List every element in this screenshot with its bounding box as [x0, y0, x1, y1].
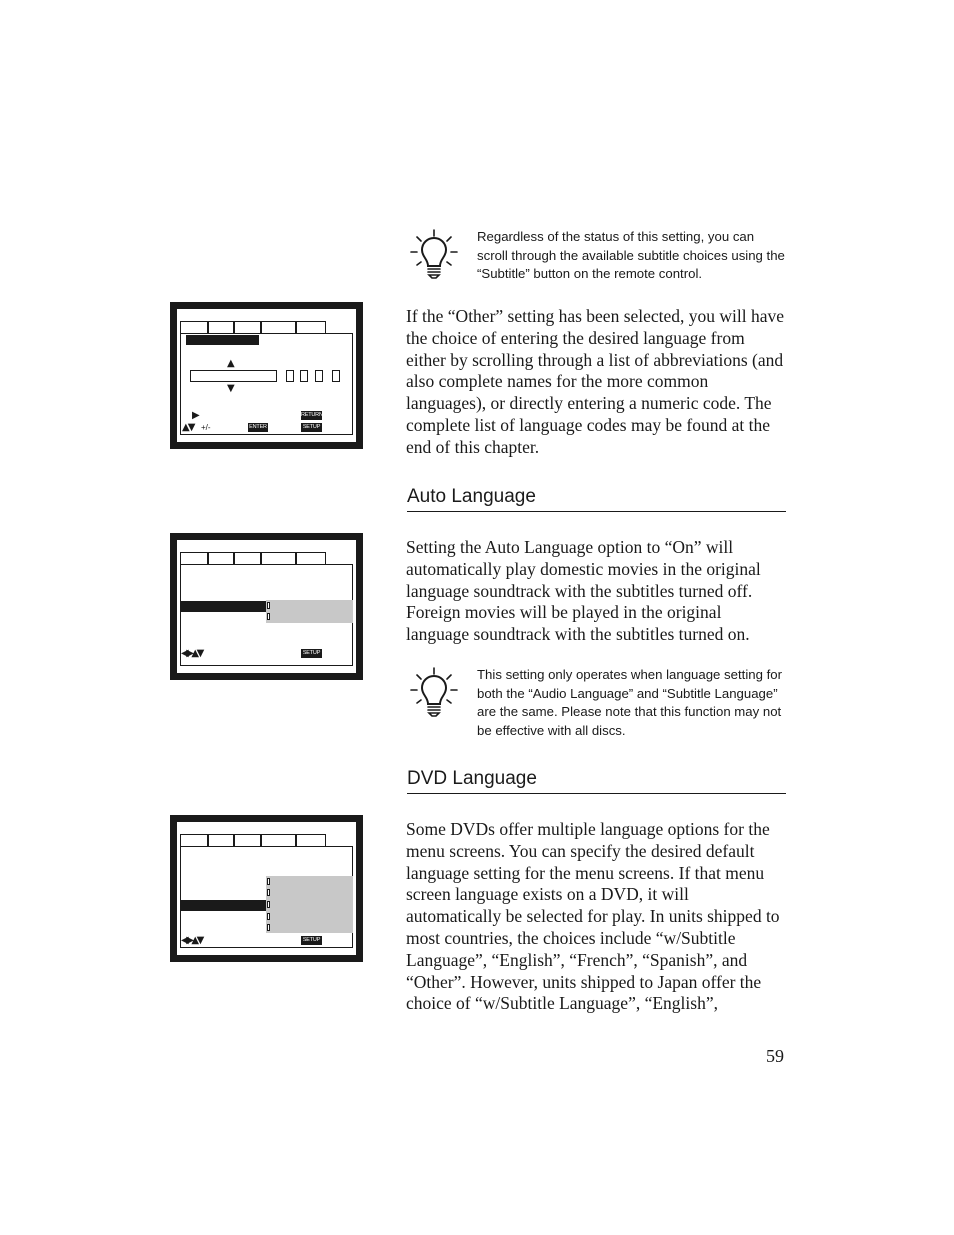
lightbulb-icon	[408, 228, 460, 280]
option-marker	[267, 613, 270, 620]
osd-code-entry-screen	[170, 302, 363, 449]
language-name-field	[190, 370, 277, 382]
return-key-label: RETURN	[301, 412, 323, 418]
code-digit-box	[315, 370, 323, 382]
setup-key-label: SETUP	[302, 424, 321, 430]
code-digit-box	[286, 370, 294, 382]
selected-setting-bar	[186, 335, 259, 345]
setup-key-label: SETUP	[302, 937, 321, 943]
menu-tab	[296, 321, 326, 333]
menu-tab	[180, 552, 208, 564]
navigation-arrows-icon: ◀▶▲▼	[181, 935, 202, 946]
up-down-arrow-icon: ▲▼	[182, 422, 194, 433]
option-marker	[267, 889, 270, 896]
code-digit-box	[300, 370, 308, 382]
option-marker	[267, 913, 270, 920]
enter-key-label: ENTER	[249, 424, 267, 430]
dvd-language-heading: DVD Language	[407, 766, 786, 794]
menu-tab	[208, 834, 234, 846]
right-arrow-icon: ▶	[192, 410, 200, 421]
navigation-arrows-icon: ◀▶▲▼	[181, 648, 202, 659]
up-arrow-icon: ▲	[227, 358, 235, 369]
other-setting-paragraph: If the “Other” setting has been selected, you will have the choice of entering the desired language from either by scrolling through a list of abbreviations (and also complete names for the more common languages), or directly entering a numeric code. The complete list of language codes may be found at the end of this chapter.	[406, 306, 785, 457]
menu-tab	[234, 552, 261, 564]
osd-dvd-language-screen	[170, 815, 363, 962]
options-list	[266, 876, 353, 933]
auto-language-heading: Auto Language	[407, 484, 786, 512]
menu-tab	[296, 552, 326, 564]
menu-tab	[208, 552, 234, 564]
auto-language-paragraph: Setting the Auto Language option to “On” will automatically play domestic movies in the original language soundtrack with the subtitles turned off. Foreign movies will be played in the original language soundtrack with the subtitles turned on.	[406, 537, 761, 645]
menu-tab	[234, 834, 261, 846]
menu-tab	[180, 834, 208, 846]
option-marker	[267, 878, 270, 885]
down-arrow-icon: ▼	[227, 383, 235, 394]
option-marker	[267, 924, 270, 931]
osd-auto-language-screen	[170, 533, 363, 680]
code-digit-box	[332, 370, 340, 382]
menu-tab	[296, 834, 326, 846]
menu-tab	[208, 321, 234, 333]
selected-setting-bar	[180, 601, 266, 612]
tip-text: This setting only operates when language setting for both the “Audio Language” and “Subtitle Language” are the same. Please note that this function may not be effective with all discs.	[477, 667, 782, 738]
menu-tab	[234, 321, 261, 333]
setup-key-label: SETUP	[302, 650, 321, 656]
page-number: 59	[766, 1046, 784, 1066]
plus-minus-label: +/-	[201, 423, 211, 432]
options-list	[266, 600, 353, 623]
dvd-language-paragraph: Some DVDs offer multiple language options for the menu screens. You can specify the desired default language setting for the menu screens. If that menu screen language exists on a DVD, it will automatically be selected for play. In units shipped to most countries, the choices include “w/Subtitle Language”, “English”, “French”, “Spanish”, and “Other”. However, units shipped to Japan offer the choice of “w/Subtitle Language”, “English”,	[406, 819, 780, 1014]
option-marker	[267, 602, 270, 609]
menu-tab	[180, 321, 208, 333]
lightbulb-icon	[408, 666, 460, 718]
tip-text: Regardless of the status of this setting, you can scroll through the available subtitle choices using the “Subtitle” button on the remote control.	[477, 229, 785, 281]
selected-setting-bar	[180, 900, 266, 911]
option-marker	[267, 901, 270, 908]
menu-panel	[180, 333, 353, 435]
